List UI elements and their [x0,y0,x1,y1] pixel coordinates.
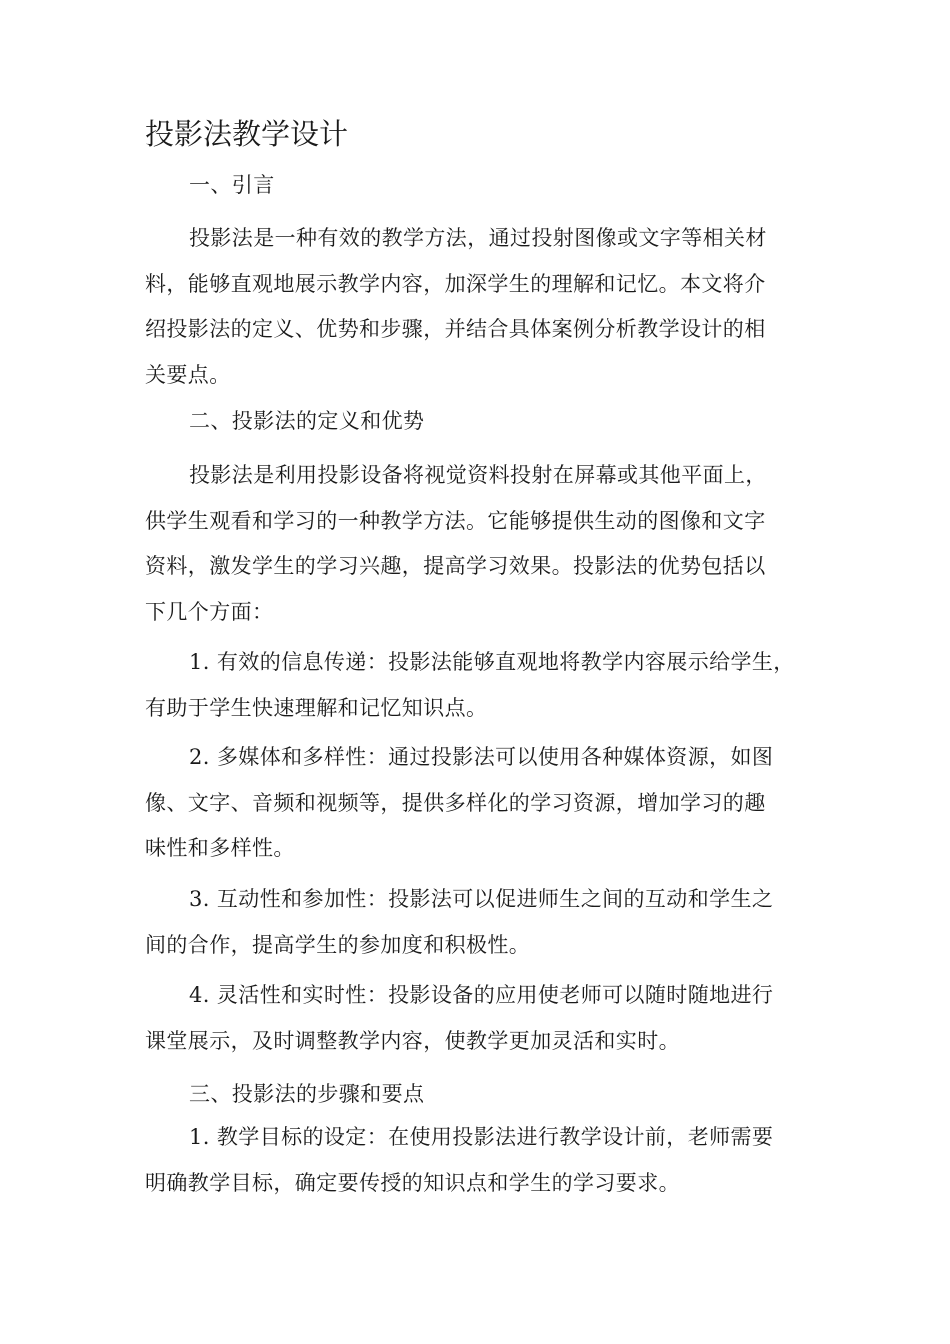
paragraph-line: 料，能够直观地展示教学内容，加深学生的理解和记忆。本文将介 [145,271,766,296]
paragraph-definition [145,453,815,635]
paragraph-line: 像、文字、音频和视频等，提供多样化的学习资源，增加学习的趣 [145,790,766,815]
paragraph-line: 投影法是利用投影设备将视觉资料投射在屏幕或其他平面上， [189,463,767,487]
section-heading-steps: 三、投影法的步骤和要点 [189,1082,425,1106]
section-heading-introduction: 一、引言 [189,173,275,197]
list-item-step-1 [145,1115,815,1206]
paragraph-line: 绍投影法的定义、优势和步骤，并结合具体案例分析教学设计的相 [145,317,766,341]
list-item-advantage-4 [145,973,815,1064]
paragraph-line: 供学生观看和学习的一种教学方法。它能够提供生动的图像和文字 [145,508,766,533]
paragraph-line: 明确教学目标，确定要传授的知识点和学生的学习要求。 [145,1170,680,1195]
paragraph-line: 课堂展示，及时调整教学内容，使教学更加灵活和实时。 [145,1028,680,1053]
paragraph-line: 资料，激发学生的学习兴趣，提高学习效果。投影法的优势包括以 [145,554,766,578]
paragraph-line: 下几个方面： [145,599,274,624]
list-item-advantage-3 [145,877,815,968]
paragraph-line: 4. 灵活性和实时性：投影设备的应用使老师可以随时随地进行 [189,983,774,1007]
paragraph-line: 1. 教学目标的设定：在使用投影法进行教学设计前，老师需要 [189,1125,774,1149]
paragraph-line: 有助于学生快速理解和记忆知识点。 [145,695,488,720]
paragraph-line: 味性和多样性。 [145,836,295,860]
section-heading-definition: 二、投影法的定义和优势 [189,409,425,433]
paragraph-introduction [145,216,815,398]
paragraph-line: 间的合作，提高学生的参加度和积极性。 [145,932,531,957]
paragraph-line: 关要点。 [145,362,231,387]
list-item-advantage-1 [145,640,815,731]
paragraph-line: 1. 有效的信息传递：投影法能够直观地将教学内容展示给学生， [189,650,795,674]
paragraph-line: 2. 多媒体和多样性：通过投影法可以使用各种媒体资源，如图 [189,745,774,769]
paragraph-line: 投影法是一种有效的教学方法，通过投射图像或文字等相关材 [189,226,767,250]
paragraph-line: 3. 互动性和参加性：投影法可以促进师生之间的互动和学生之 [189,887,774,911]
list-item-advantage-2 [145,735,815,872]
document-title: 投影法教学设计 [145,117,349,151]
